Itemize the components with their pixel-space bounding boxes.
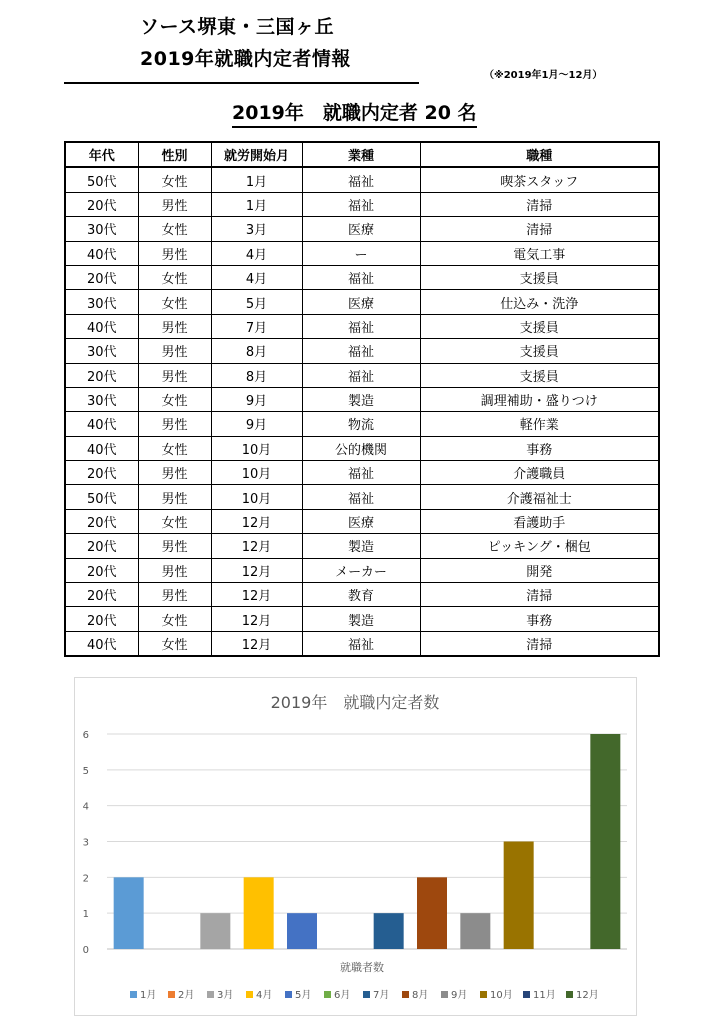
cell-industry: 福祉	[302, 192, 420, 216]
table-row	[65, 558, 659, 582]
cell-start-month: 12月	[211, 631, 302, 656]
table-row	[65, 339, 659, 363]
cell-age: 20代	[65, 461, 138, 485]
cell-industry: メーカー	[302, 558, 420, 582]
cell-gender: 女性	[138, 436, 211, 460]
title-underline	[64, 82, 419, 84]
table-header-row	[65, 142, 659, 167]
cell-industry: 福祉	[302, 265, 420, 289]
cell-start-month: 7月	[211, 314, 302, 338]
table-row	[65, 290, 659, 314]
legend-label: 12月	[576, 990, 599, 1001]
cell-industry: 福祉	[302, 485, 420, 509]
legend-label: 3月	[217, 990, 234, 1001]
cell-age: 40代	[65, 314, 138, 338]
document-title: 2019年就職内定者情報	[140, 48, 351, 70]
cell-start-month: 8月	[211, 339, 302, 363]
legend-swatch	[285, 991, 292, 998]
table-row	[65, 241, 659, 265]
cell-industry: 福祉	[302, 339, 420, 363]
legend-label: 5月	[295, 990, 312, 1001]
cell-industry: 物流	[302, 412, 420, 436]
y-tick-label: 3	[82, 837, 89, 849]
cell-gender: 男性	[138, 363, 211, 387]
cell-industry: 製造	[302, 387, 420, 411]
cell-job: 支援員	[420, 314, 659, 338]
cell-age: 40代	[65, 436, 138, 460]
cell-start-month: 5月	[211, 290, 302, 314]
legend-label: 9月	[451, 990, 468, 1001]
cell-gender: 男性	[138, 461, 211, 485]
y-tick-label: 1	[82, 909, 89, 921]
table-row	[65, 217, 659, 241]
office-name: ソース堺東・三国ヶ丘	[140, 16, 335, 38]
cell-job: 支援員	[420, 363, 659, 387]
cell-start-month: 12月	[211, 558, 302, 582]
legend-swatch	[363, 991, 370, 998]
cell-start-month: 12月	[211, 583, 302, 607]
bar-10-month	[504, 842, 534, 950]
cell-job: 喫茶スタッフ	[420, 167, 659, 192]
cell-industry: 医療	[302, 290, 420, 314]
cell-job: 調理補助・盛りつけ	[420, 387, 659, 411]
legend-swatch	[480, 991, 487, 998]
cell-start-month: 12月	[211, 509, 302, 533]
cell-industry: 教育	[302, 583, 420, 607]
cell-industry: 医療	[302, 217, 420, 241]
cell-start-month: 1月	[211, 167, 302, 192]
bar-8-month	[417, 877, 447, 949]
column-header-job: 職種	[420, 142, 659, 167]
cell-gender: 男性	[138, 412, 211, 436]
legend-swatch	[130, 991, 137, 998]
cell-gender: 男性	[138, 534, 211, 558]
cell-gender: 女性	[138, 290, 211, 314]
cell-age: 50代	[65, 167, 138, 192]
table-row	[65, 363, 659, 387]
cell-age: 50代	[65, 485, 138, 509]
cell-job: 軽作業	[420, 412, 659, 436]
table-row	[65, 607, 659, 631]
cell-industry: ー	[302, 241, 420, 265]
cell-gender: 男性	[138, 314, 211, 338]
cell-job: 支援員	[420, 339, 659, 363]
placement-chart	[74, 677, 637, 1016]
cell-start-month: 10月	[211, 436, 302, 460]
bar-12-month	[590, 734, 620, 949]
legend-swatch	[168, 991, 175, 998]
cell-age: 40代	[65, 631, 138, 656]
cell-age: 30代	[65, 387, 138, 411]
table-row	[65, 509, 659, 533]
cell-industry: 福祉	[302, 363, 420, 387]
chart-svg	[75, 678, 636, 1015]
legend-swatch	[523, 991, 530, 998]
cell-industry: 製造	[302, 607, 420, 631]
cell-industry: 福祉	[302, 314, 420, 338]
cell-gender: 女性	[138, 167, 211, 192]
cell-job: 介護福祉士	[420, 485, 659, 509]
cell-start-month: 10月	[211, 461, 302, 485]
table-row	[65, 412, 659, 436]
cell-job: 仕込み・洗浄	[420, 290, 659, 314]
headline-total: 2019年 就職内定者 20 名	[232, 100, 477, 128]
cell-age: 20代	[65, 583, 138, 607]
y-tick-label: 0	[82, 945, 89, 956]
bar-5-month	[287, 913, 317, 949]
cell-gender: 女性	[138, 509, 211, 533]
cell-gender: 男性	[138, 339, 211, 363]
cell-age: 30代	[65, 290, 138, 314]
cell-industry: 福祉	[302, 631, 420, 656]
cell-job: 開発	[420, 558, 659, 582]
cell-start-month: 3月	[211, 217, 302, 241]
bar-4-month	[244, 877, 274, 949]
placement-table	[64, 141, 660, 657]
cell-job: 清掃	[420, 631, 659, 656]
bar-1-month	[114, 877, 144, 949]
legend-swatch	[566, 991, 573, 998]
cell-gender: 男性	[138, 583, 211, 607]
column-header-start-month: 就労開始月	[211, 142, 302, 167]
cell-age: 20代	[65, 534, 138, 558]
cell-gender: 女性	[138, 607, 211, 631]
cell-age: 40代	[65, 412, 138, 436]
column-header-industry: 業種	[302, 142, 420, 167]
period-note: （※2019年1月～12月）	[484, 70, 603, 81]
cell-start-month: 12月	[211, 607, 302, 631]
table-row	[65, 461, 659, 485]
cell-industry: 製造	[302, 534, 420, 558]
table-row	[65, 192, 659, 216]
table-row	[65, 314, 659, 338]
chart-title: 2019年 就職内定者数	[270, 693, 440, 712]
legend-label: 6月	[334, 990, 351, 1001]
cell-job: 支援員	[420, 265, 659, 289]
legend-label: 4月	[256, 990, 273, 1001]
legend-swatch	[441, 991, 448, 998]
cell-industry: 福祉	[302, 167, 420, 192]
bar-3-month	[200, 913, 230, 949]
cell-gender: 男性	[138, 558, 211, 582]
cell-age: 20代	[65, 607, 138, 631]
cell-age: 20代	[65, 509, 138, 533]
legend-label: 11月	[533, 990, 556, 1001]
cell-industry: 福祉	[302, 461, 420, 485]
cell-age: 20代	[65, 363, 138, 387]
table-row	[65, 583, 659, 607]
column-header-gender: 性別	[138, 142, 211, 167]
cell-start-month: 8月	[211, 363, 302, 387]
table-row	[65, 631, 659, 656]
cell-gender: 女性	[138, 387, 211, 411]
cell-gender: 男性	[138, 192, 211, 216]
cell-gender: 女性	[138, 217, 211, 241]
cell-start-month: 10月	[211, 485, 302, 509]
column-header-age: 年代	[65, 142, 138, 167]
cell-industry: 公的機関	[302, 436, 420, 460]
cell-job: 清掃	[420, 217, 659, 241]
cell-start-month: 1月	[211, 192, 302, 216]
cell-age: 20代	[65, 192, 138, 216]
table-row	[65, 485, 659, 509]
cell-age: 20代	[65, 265, 138, 289]
legend-label: 7月	[373, 990, 390, 1001]
table-row	[65, 436, 659, 460]
cell-start-month: 4月	[211, 241, 302, 265]
legend-swatch	[402, 991, 409, 998]
cell-age: 20代	[65, 558, 138, 582]
cell-job: 介護職員	[420, 461, 659, 485]
y-tick-label: 4	[82, 801, 89, 813]
table-row	[65, 265, 659, 289]
cell-job: ピッキング・梱包	[420, 534, 659, 558]
cell-job: 事務	[420, 607, 659, 631]
cell-gender: 女性	[138, 631, 211, 656]
cell-job: 電気工事	[420, 241, 659, 265]
legend-label: 8月	[412, 990, 429, 1001]
cell-job: 清掃	[420, 583, 659, 607]
cell-gender: 男性	[138, 485, 211, 509]
table-row	[65, 534, 659, 558]
cell-start-month: 9月	[211, 412, 302, 436]
legend-label: 2月	[178, 990, 195, 1001]
cell-industry: 医療	[302, 509, 420, 533]
cell-job: 事務	[420, 436, 659, 460]
bar-7-month	[374, 913, 404, 949]
x-axis-label: 就職者数	[340, 961, 384, 974]
cell-start-month: 9月	[211, 387, 302, 411]
legend-swatch	[324, 991, 331, 998]
bar-9-month	[460, 913, 490, 949]
cell-job: 看護助手	[420, 509, 659, 533]
table-row	[65, 167, 659, 192]
cell-start-month: 4月	[211, 265, 302, 289]
legend-label: 10月	[490, 990, 513, 1001]
y-tick-label: 5	[82, 765, 89, 777]
y-tick-label: 6	[82, 730, 89, 741]
legend-swatch	[246, 991, 253, 998]
cell-gender: 男性	[138, 241, 211, 265]
cell-start-month: 12月	[211, 534, 302, 558]
legend-swatch	[207, 991, 214, 998]
table-row	[65, 387, 659, 411]
cell-job: 清掃	[420, 192, 659, 216]
y-tick-label: 2	[82, 873, 89, 885]
cell-age: 30代	[65, 339, 138, 363]
cell-age: 40代	[65, 241, 138, 265]
cell-gender: 女性	[138, 265, 211, 289]
legend-label: 1月	[140, 990, 157, 1001]
cell-age: 30代	[65, 217, 138, 241]
